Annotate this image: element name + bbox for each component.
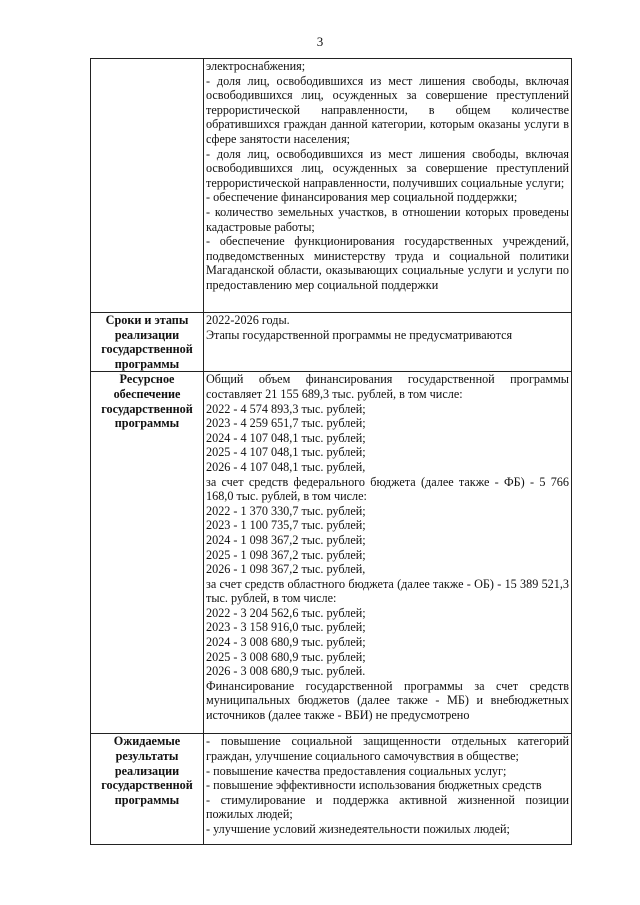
content-line: 2023 - 3 158 916,0 тыс. рублей; — [206, 620, 366, 635]
row-label-empty — [91, 59, 204, 313]
content-line: 2022 - 1 370 330,7 тыс. рублей; — [206, 503, 366, 518]
content-line: 2022-2026 годы. — [206, 313, 290, 327]
content-line: 2025 - 1 098 367,2 тыс. рублей; — [206, 547, 366, 562]
row-label-terms: Сроки и этапы реализации государственной программы — [91, 313, 204, 372]
row-label-results: Ожидаемые результаты реализации государственной программы — [91, 734, 204, 845]
content-line: - повышение качества предоставления социальных услуг; — [206, 763, 507, 778]
content-line: 2026 - 3 008 680,9 тыс. рублей. — [206, 664, 366, 679]
content-line: - повышение социальной защищенности отдельных категорий граждан, улучшение социального самочувствия в обществе; — [206, 734, 569, 763]
content-line: 2023 - 4 259 651,7 тыс. рублей; — [206, 416, 366, 431]
content-line: - стимулирование и поддержка активной жизненной позиции пожилых людей; — [206, 792, 569, 822]
row-content-terms — [204, 313, 572, 372]
content-line: Финансирование государственной программы за счет средств муниципальных бюджетов (далее также - МБ) и внебюджетных источников (далее также - ВБИ) не предусмотрено — [206, 678, 569, 723]
content-line: за счет средств областного бюджета (далее также - ОБ) - 15 389 521,3 тыс. рублей, в том числе: — [206, 576, 569, 606]
content-line: - доля лиц, освободившихся из мест лишения свободы, включая освободившихся лиц, осужденных за совершение преступлений террористической направленности, получивших социальные услуги; — [206, 146, 569, 190]
content-line: за счет средств федерального бюджета (далее также - ФБ) - 5 766 168,0 тыс. рублей, в том числе: — [206, 474, 569, 504]
page-number: 3 — [316, 34, 324, 49]
content-line: 2023 - 1 100 735,7 тыс. рублей; — [206, 518, 366, 533]
content-line: - обеспечение финансирования мер социальной поддержки; — [206, 190, 518, 205]
content-line: Общий объем финансирования государственной программы составляет 21 155 689,3 тыс. рублей, в том числе: — [206, 372, 569, 401]
content-line: - обеспечение функционирования государственных учреждений, подведомственных министерству труда и социальной политики Магаданской области, оказывающих социальные услуги и услуги по предоставлению мер социальной поддержки — [206, 234, 569, 292]
table-row-indicators — [91, 59, 572, 313]
row-content-resources — [204, 372, 572, 734]
content-line: - повышение эффективности использования бюджетных средств — [206, 778, 542, 793]
content-line: 2024 - 1 098 367,2 тыс. рублей; — [206, 532, 366, 547]
table-row-terms — [91, 313, 572, 372]
row-content-results — [204, 734, 572, 845]
program-passport-table — [90, 58, 572, 845]
content-line: - количество земельных участков, в отношении которых проведены кадастровые работы; — [206, 204, 569, 234]
content-line: 2025 - 3 008 680,9 тыс. рублей; — [206, 649, 366, 664]
content-line: 2024 - 3 008 680,9 тыс. рублей; — [206, 635, 366, 650]
content-line: 2026 - 4 107 048,1 тыс. рублей, — [206, 459, 366, 474]
content-line: 2024 - 4 107 048,1 тыс. рублей; — [206, 430, 366, 445]
content-line: электроснабжения; — [206, 59, 306, 73]
content-line: 2026 - 1 098 367,2 тыс. рублей, — [206, 562, 366, 577]
table-row-results — [91, 734, 572, 845]
row-content-indicators — [204, 59, 572, 313]
content-line: 2025 - 4 107 048,1 тыс. рублей; — [206, 445, 366, 460]
row-label-resources: Ресурсное обеспечение государственной программы — [91, 372, 204, 734]
content-line: Этапы государственной программы не предусматриваются — [206, 327, 513, 342]
content-line: 2022 - 3 204 562,6 тыс. рублей; — [206, 605, 366, 620]
table-row-resources — [91, 372, 572, 734]
content-line: 2022 - 4 574 893,3 тыс. рублей; — [206, 401, 366, 416]
content-line: - улучшение условий жизнедеятельности пожилых людей; — [206, 821, 510, 836]
content-line: - доля лиц, освободившихся из мест лишения свободы, включая освободившихся лиц, осужденных за совершение преступлений террористической направленности, в общем количестве обратившихся граждан данной категории, которым оказаны услуги в сфере занятости населения; — [206, 73, 569, 146]
